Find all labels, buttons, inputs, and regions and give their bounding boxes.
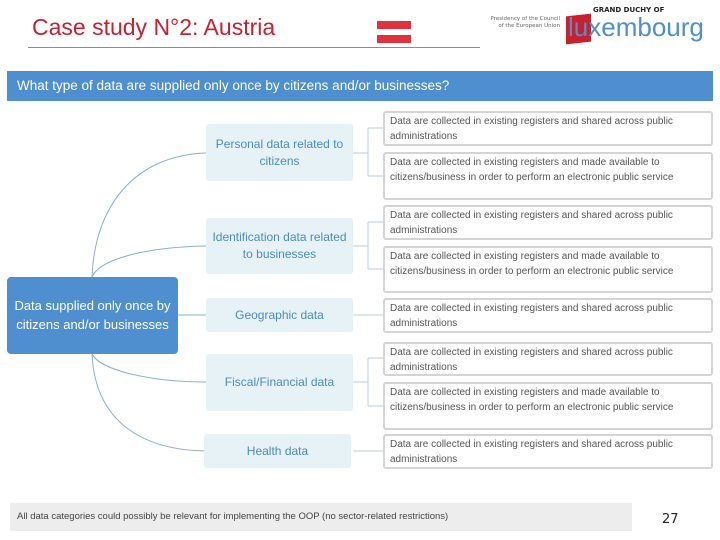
detail-box: Data are collected in existing registers and made available to citizens/business in order to perform an electronic public service xyxy=(383,152,713,200)
category-fiscal-data: Fiscal/Financial data xyxy=(206,354,353,411)
central-node: Data supplied only once by citizens and/or businesses xyxy=(7,277,178,354)
detail-box: Data are collected in existing registers and shared across public administrations xyxy=(383,342,713,376)
category-personal-data: Personal data related to citizens xyxy=(206,124,353,181)
detail-box: Data are collected in existing registers and made available to citizens/business in order to perform an electronic public service xyxy=(383,246,713,293)
detail-box: Data are collected in existing registers and shared across public administrations xyxy=(383,434,713,469)
detail-box: Data are collected in existing registers and made available to citizens/business in order to perform an electronic public service xyxy=(383,382,713,430)
logo-top-text: GRAND DUCHY OF xyxy=(593,6,665,14)
footnote: All data categories could possibly be relevant for implementing the OOP (no sector-related restrictions) xyxy=(10,503,632,531)
category-health-data: Health data xyxy=(204,434,351,468)
detail-box: Data are collected in existing registers and shared across public administrations xyxy=(383,205,713,240)
category-identification-data: Identification data related to businesses xyxy=(206,218,353,274)
connector-personal xyxy=(92,153,206,277)
page-title: Case study N°2: Austria xyxy=(32,14,276,40)
category-geographic-data: Geographic data xyxy=(206,298,353,332)
page-number: 27 xyxy=(662,512,679,527)
detail-box: Data are collected in existing registers and shared across public administrations xyxy=(383,298,713,333)
connector-health xyxy=(92,354,206,451)
connector-identification xyxy=(92,246,206,277)
connector-fiscal xyxy=(92,354,206,382)
logo-wordmark: luxembourg xyxy=(568,12,704,42)
question-banner: What type of data are supplied only once by citizens and/or businesses? xyxy=(7,71,713,101)
logo-left-text: Presidency of the Council of the European Union xyxy=(490,16,560,30)
detail-box: Data are collected in existing registers and shared across public administrations xyxy=(383,111,713,146)
